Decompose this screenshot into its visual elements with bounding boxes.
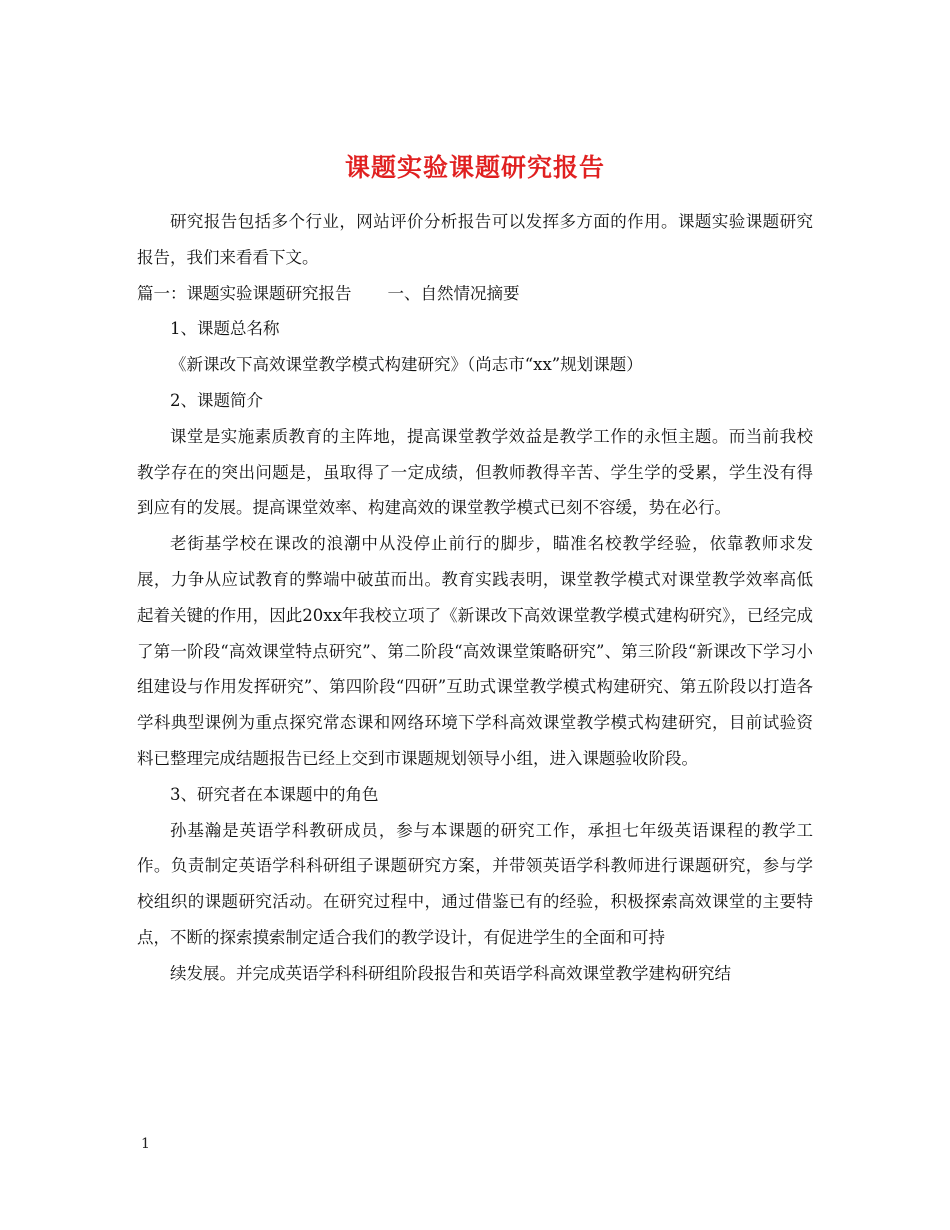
body-paragraph: 续发展。并完成英语学科科研组阶段报告和英语学科高效课堂教学建构研究结 bbox=[170, 963, 731, 983]
heading-researcher-role: 3、研究者在本课题中的角色 bbox=[170, 784, 379, 804]
heading-project-intro: 2、课题简介 bbox=[170, 390, 263, 410]
subsection-title: 一、自然情况摘要 bbox=[387, 283, 520, 303]
project-name-paragraph: 《新课改下高效课堂教学模式构建研究》（尚志市“xx”规划课题） bbox=[170, 355, 643, 375]
body-paragraph: 孙基瀚是英语学科教研成员，参与本课题的研究工作，承担七年级英语课程的教学工作。负责制定英语学科科研组子课题研究方案，并带领英语学科教师进行课题研究，参与学校组织的课题研究活动。在研究过程中，通过借鉴已有的经验，积极探索高效课堂的主要特点，不断的探索摸索制定适合我们的教学设计，有促进学生的全面和可持 bbox=[137, 820, 813, 947]
heading-project-name: 1、课题总名称 bbox=[170, 319, 280, 339]
body-paragraph: 老街基学校在课改的浪潮中从没停止前行的脚步，瞄准名校教学经验，依靠教师求发展，力争从应试教育的弊端中破茧而出。教育实践表明，课堂教学模式对课堂教学效率高低起着关键的作用，因此20xx年我校立项了《新课改下高效课堂教学模式建构研究》，已经完成了第一阶段“高效课堂特点研究”、第二阶段“高效课堂策略研究”、第三阶段“新课改下学习小组建设与作用发挥研究”、第四阶段“四研”互助式课堂教学模式构建研究、第五阶段以打造各学科典型课例为重点探究常态课和网络环境下学科高效课堂教学模式构建研究，目前试验资料已整理完成结题报告已经上交到市课题规划领导小组，进入课题验收阶段。 bbox=[137, 534, 813, 768]
document-title: 课题实验课题研究报告 bbox=[344, 152, 605, 182]
section-title: 篇一：课题实验课题研究报告 bbox=[137, 283, 352, 303]
page-number: 1 bbox=[141, 1136, 150, 1152]
section-heading-line bbox=[137, 276, 813, 312]
intro-paragraph: 研究报告包括多个行业，网站评价分析报告可以发挥多方面的作用。课题实验课题研究报告，我们来看看下文。 bbox=[137, 212, 813, 267]
document-body bbox=[137, 204, 813, 992]
body-paragraph: 课堂是实施素质教育的主阵地，提高课堂教学效益是教学工作的永恒主题。而当前我校教学存在的突出问题是，虽取得了一定成绩，但教师教得辛苦、学生学的受累，学生没有得到应有的发展。提高课堂效率、构建高效的课堂教学模式已刻不容缓，势在必行。 bbox=[137, 426, 813, 518]
